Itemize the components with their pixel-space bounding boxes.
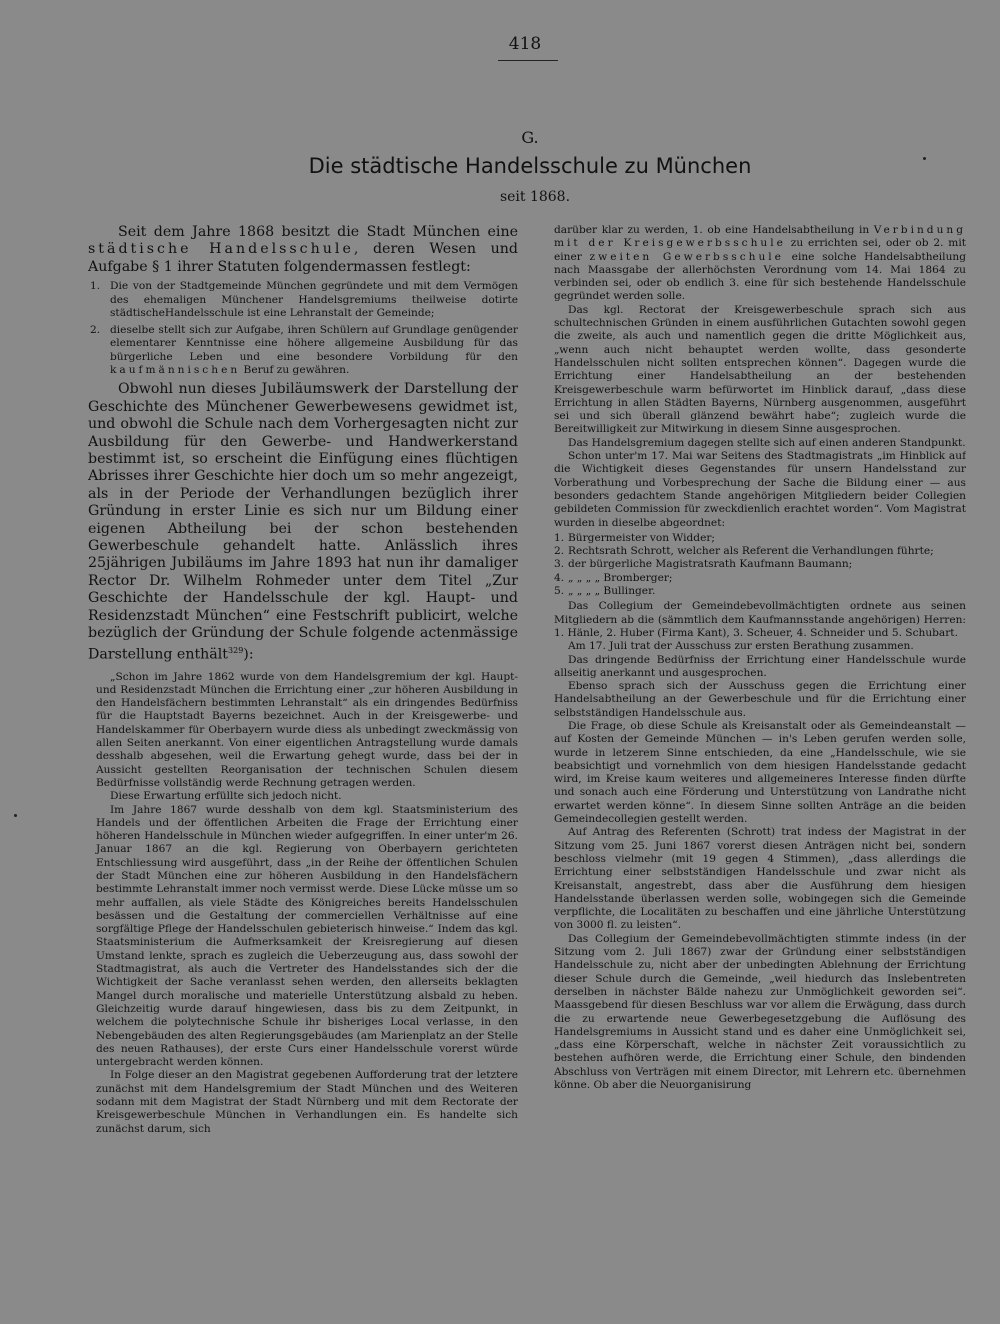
paragraph: Die Frage, ob diese Schule als Kreisanstalt oder als Gemeindeanstalt — auf Kosten der Gemeinde München — in's Leben gerufen werden solle, wurde in letzerem Sinne entschieden, da eine „Handelsschule, wie sie beabsichtigt und vornehmlich von dem hiesigen Handelsstande gedacht wird, im Kreise kaum weiteres und allgemeineres Interesse finden dürfte und sonach auch eine Förderung und Unterstützung von Landrathe nicht erwartet werden könne“. In diesem Sinne sollten Anträge an die beiden Gemeindecollegien gestellt werden.	[554, 719, 966, 826]
quotation-block	[88, 671, 518, 1136]
list-item-text: Rechtsrath Schrott, welcher als Referent die Verhandlungen führte;	[568, 545, 934, 558]
scan-speck	[923, 157, 926, 160]
body-paragraph-text: Obwohl nun dieses Jubiläumswerk der Darstellung der Geschichte des Münchener Gewerbewesens gewidmet ist, und obwohl die Schule nach dem Vorhergesagten nicht zur Ausbildung für den Gewerbe- und Handwerkerstand bestimmt ist, so erscheint die Einfügung eines flüchtigen Abrisses ihrer Geschichte hier doch um so mehr angezeigt, als in der Periode der Verhandlungen bezüglich ihrer Gründung in erster Linie es sich nur um Bildung einer eigenen Abtheilung bei der schon bestehenden Gewerbeschule gehandelt hatte. Anlässlich ihres 25jährigen Jubiläums im Jahre 1893 hat nun ihr damaliger Rector Dr. Wilhelm Rohmeder unter dem Titel „Zur Geschichte der Handelsschule der kgl. Haupt- und Residenzstadt München“ eine Festschrift publicirt, welche bezüglich der Gründung der Schule folgende actenmässige Darstellung enthält	[88, 381, 518, 664]
body-paragraph	[88, 381, 518, 664]
paragraph: Am 17. Juli trat der Ausschuss zur ersten Berathung zusammen.	[568, 640, 914, 653]
list-item-number: 4.	[554, 571, 565, 584]
paragraph: Das dringende Bedürfniss der Errichtung einer Handelsschule wurde allseitig anerkannt und ausgesprochen.	[554, 653, 966, 679]
spaced-text: Verbindung mit der Kreisgewerbsschule	[554, 224, 966, 250]
paragraph-text: eine solche Handelsabtheilung nach Maassgabe der allerhöchsten Verordnung vom 14. Mai 1864 zu verbinden sei, oder ob endlich 3. eine für sich bestehende Handelsschule gegründet werden solle.	[554, 250, 966, 303]
list-item-number: 2.	[554, 545, 565, 558]
quote-paragraph: Diese Erwartung erfüllte sich jedoch nicht.	[110, 790, 342, 803]
list-item-number: 3.	[554, 558, 565, 571]
list-item-number: 1.	[90, 280, 101, 293]
paragraph: Das Handelsgremium dagegen stellte sich auf einen anderen Standpunkt.	[568, 436, 966, 449]
list-item-text: „ „ „ „ Bullinger.	[568, 585, 656, 598]
body-paragraph-end: ):	[243, 647, 254, 664]
page-subtitle: seit 1868.	[499, 189, 571, 205]
list-item-text: Bürgermeister von Widder;	[568, 531, 715, 544]
paragraph-text: darüber klar zu werden, 1. ob eine Handelsabtheilung in	[554, 224, 874, 236]
intro-text-a: Seit dem Jahre 1868 besitzt die Stadt München eine	[118, 224, 518, 240]
paragraph	[554, 224, 966, 304]
quote-paragraph: Im Jahre 1867 wurde desshalb von dem kgl. Staatsministerium des Handels und der öffentlichen Arbeiten die Frage der Errichtung einer höheren Handelsschule in München wieder aufgegriffen. In einer unter'm 26. Januar 1867 an die kgl. Regierung von Oberbayern gerichteten Entschliessung wird ausgeführt, dass „in der Reihe der öffentlichen Schulen der Stadt München eine zur höheren Ausbildung in den Handelsfächern bestimmte Lehranstalt immer noch vermisst werde. Diese Lücke müsse um so mehr auffallen, als viele Städte des Königreiches bereits Handelsschulen besässen und die Gestaltung der commerciellen Verhältnisse auf eine sorgfältige Pflege der Handelsschulen gebieterisch hinweise.“ Indem das kgl. Staatsministerium die Aufmerksamkeit der Kreisregierung auf diesen Umstand lenkte, sprach es zugleich die Ueberzeugung aus, dass sowohl der Stadtmagistrat, als auch die Vertreter des Handelsstandes sich der die Wichtigkeit der Sache veranlasst sehen werden, den allerseits beklagten Mangel durch moralische und materielle Unterstützung alsbald zu heben. Gleichzeitig wurde darauf hingewiesen, dass bis zu dem Zeitpunkt, in welchem die polytechnische Schule ihr bisheriges Local verlasse, in den Nebengebäuden des alten Regierungsgebäudes (am Marienplatz an der Stelle des neuen Rathauses), der erste Curs einer Handelsschule vorerst würde untergebracht werden können.	[96, 803, 518, 1069]
member-list	[554, 532, 966, 598]
footnote-marker: 329	[228, 646, 244, 656]
page-title: Die städtische Handelsschule zu München	[308, 154, 752, 178]
right-column	[554, 224, 966, 1294]
page-number: 418	[508, 34, 542, 54]
paragraph: Auf Antrag des Referenten (Schrott) trat indess der Magistrat in der Sitzung vom 25. Juni 1867 vorerst diesen Anträgen nicht bei, sondern beschloss vielmehr (mit 19 gegen 4 Stimmen), „dass allerdings die Errichtung einer selbstständigen Handelsschule und zwar nicht als Kreisanstalt, angestrebt, dass aber die Ausführung dem hiesigen Handelsstande überlassen werden solle, wobingegen sich die Gemeinde verpflichte, die Localitäten zu beschaffen und eine jährliche Unterstützung von 3000 fl. zu leisten“.	[554, 826, 966, 932]
quote-paragraph: In Folge dieser an den Magistrat gegebenen Aufforderung trat der letztere zunächst mit dem Handelsgremium der Stadt München und des Weiteren sodann mit dem Magistrat der Stadt Nürnberg und mit dem Rectorate der Kreisgewerbeschule München in Verhandlungen ein. Es handelte sich zunächst darum, sich	[96, 1069, 518, 1135]
paragraph: Schon unter'm 17. Mai war Seitens des Stadtmagistrats „im Hinblick auf die Wichtigkeit dieses Gegenstandes für unsern Handelsstand zur Vorberathung und Vorbesprechung der Sache die Bildung einer — aus besonders gedachtem Stande angehörigen Mitgliedern beider Collegien gebildeten Commission für zweckdienlich erachtet worden“. Vom Magistrat wurden in dieselbe abgeordnet:	[554, 450, 966, 529]
intro-text-b: , deren Wesen und Aufgabe § 1 ihrer Statuten folgendermassen festlegt:	[88, 241, 518, 275]
list-item-spaced-text: kaufmännischen	[110, 364, 241, 376]
list-item-text: dieselbe stellt sich zur Aufgabe, ihren Schülern auf Grundlage genügender elementarer Kenntnisse eine höhere allgemeine Ausbildung für das bürgerliche Leben und eine besondere Vorbildung für den	[110, 324, 518, 363]
list-item-text: „ „ „ „ Bromberger;	[568, 571, 673, 584]
list-item	[554, 572, 966, 585]
left-column	[88, 224, 518, 1294]
quote-paragraph: „Schon im Jahre 1862 wurde von dem Handelsgremium der kgl. Haupt- und Residenzstadt München die Errichtung einer „zur höheren Ausbildung in den Handelsfächern bestimmten Lehranstalt“ als ein dringendes Bedürfniss für die Hauptstadt Bayerns bezeichnet. Auch in der Kreisgewerbe- und Handelskammer für Oberbayern wurde diess als unbedingt zweckmässig von allen Seiten anerkannt. Von einer eigentlichen Antragstellung wurde damals desshalb abgesehen, weil die Erwartung gehegt wurde, dass bei der in Aussicht gestellten Reorganisation der technischen Schulen diesem Bedürfnisse vollständig werde Rechnung getragen werden.	[96, 670, 518, 789]
section-letter: G.	[521, 128, 539, 147]
list-item	[88, 280, 518, 320]
list-item	[88, 324, 518, 377]
statute-list	[88, 280, 518, 377]
list-item-text: der bürgerliche Magistratsrath Kaufmann Baumann;	[568, 558, 853, 571]
intro-paragraph	[88, 224, 518, 276]
paragraph: Das kgl. Rectorat der Kreisgewerbeschule sprach sich aus schultechnischen Gründen in einem ausführlichen Gutachten sowohl gegen die zweite, als auch und namentlich gegen die dritte Möglichkeit aus, „wenn auch nicht behauptet werden wollte, dass gesonderte Handelsschulen nicht sollten entsprechen können“. Dagegen wurde die Errichtung einer Handelsabtheilung an der bestehenden Kreisgewerbeschule warm befürwortet im Hinblick darauf, „dass diese Errichtung in allen Städten Bayerns, Nürnberg ausgenommen, ausgeführt sei und sich überall glänzend bewährt habe“; zugleich wurde die Bereitwilligkeit zur Mitwirkung in diesem Sinne ausgesprochen.	[554, 303, 966, 436]
list-item	[554, 585, 966, 598]
paragraph: Das Collegium der Gemeindebevollmächtigten stimmte indess (in der Sitzung vom 2. Juli 1867) zwar der Gründung einer selbstständigen Handelsschule zu, nicht aber der unbedingten Ablehnung der Errichtung dieser Schule durch die Gemeinde, „weil hiedurch das Inslebentreten derselben in nächster Bälde nahezu zur Unmöglichkeit geworden sei“. Maassgebend für diesen Beschluss war vor allem die Erwägung, dass durch die zu erwartende neue Gewerbegesetzgebung die Auflösung des Handelsgremiums in Aussicht stand und es daher eine Unmöglichkeit sei, „dass eine Körperschaft, welche in nächster Zeit voraussichtlich zu bestehen aufhören werde, die Errichtung einer Schule, den bindenden Abschluss von Verträgen mit einem Director, mit Lehrern etc. übernehmen könne. Ob aber die Neuorganisirung	[554, 932, 966, 1091]
page-number-rule	[498, 60, 558, 61]
scan-speck	[14, 814, 17, 817]
paragraph: Ebenso sprach sich der Ausschuss gegen die Errichtung einer Handelsabtheilung an der Gewerbeschule und für die Errichtung einer selbstständigen Handelsschule aus.	[554, 680, 966, 719]
spaced-text: zweiten Gewerbsschule	[589, 250, 784, 263]
intro-spaced-text: städtische Handelsschule	[88, 241, 354, 258]
list-item-text-end: Beruf zu gewähren.	[240, 364, 350, 376]
list-item-text: Die von der Stadtgemeinde München gegründete und mit dem Vermögen des ehemaligen Münchener Handelsgremiums theilweise dotirte städtischeHandelsschule ist eine Lehranstalt der Gemeinde;	[110, 280, 518, 319]
list-item-number: 1.	[554, 531, 565, 544]
paragraph: Das Collegium der Gemeindebevollmächtigten ordnete aus seinen Mitgliedern ab die (sämmtlich dem Kaufmannsstande angehörigen) Herren: 1. Hänle, 2. Huber (Firma Kant), 3. Scheuer, 4. Schneider und 5. Schubart.	[554, 600, 966, 639]
list-item-number: 2.	[90, 324, 101, 337]
list-item	[554, 558, 966, 571]
paragraph-text: zu errichten sei, oder ob 2. mit einer	[554, 237, 966, 263]
list-item-number: 5.	[554, 585, 565, 598]
list-item	[554, 532, 966, 545]
list-item	[554, 545, 966, 558]
